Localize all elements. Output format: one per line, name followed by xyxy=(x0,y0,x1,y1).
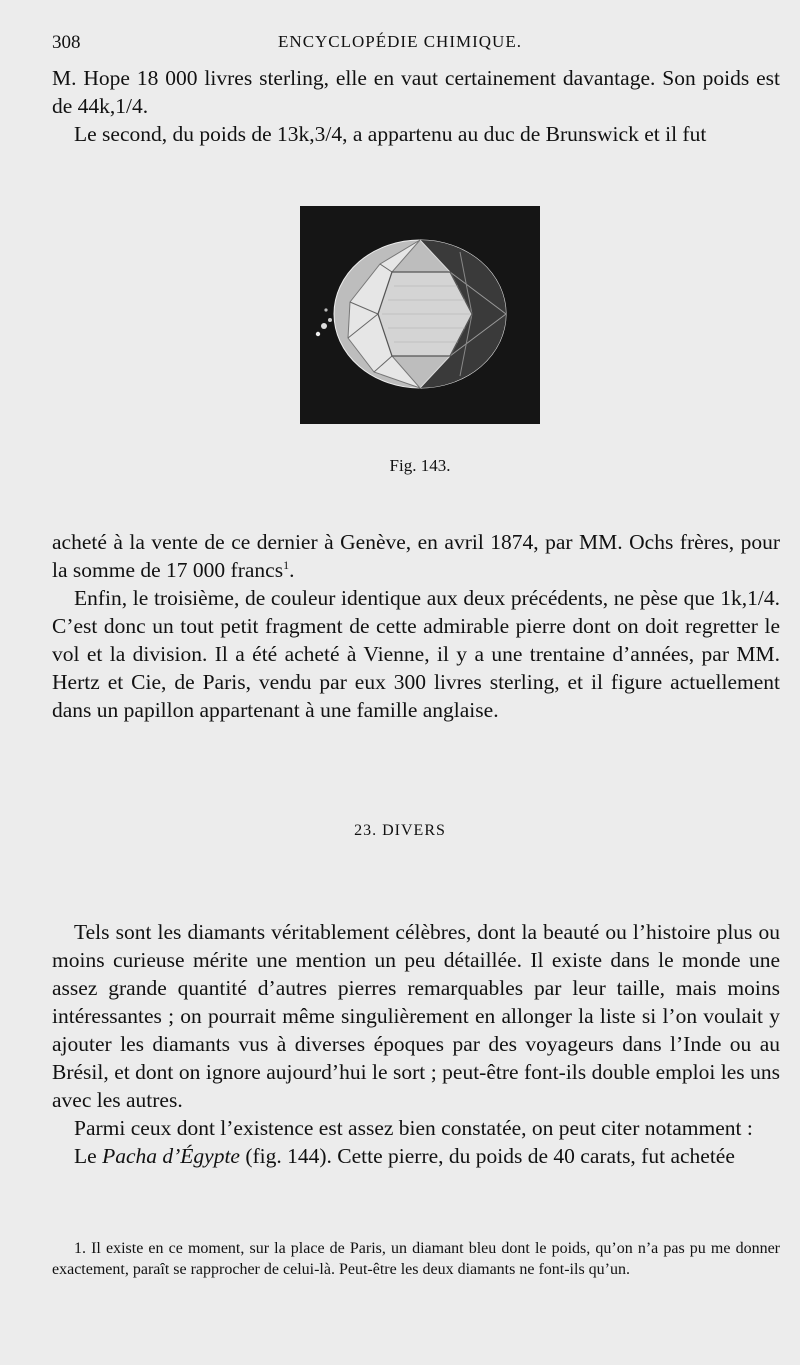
paragraph-text: Le xyxy=(74,1144,103,1168)
diamond-name: Pacha d’Égypte xyxy=(102,1144,240,1168)
paragraph-end: . xyxy=(289,558,295,582)
diamond-illustration xyxy=(300,206,540,424)
paragraph: Enfin, le troisième, de couleur identique aux deux précédents, ne pèse que 1k,1/4. C’est donc un tout petit fragment de cette admirable pierre dont on doit regretter le vol et la division. Il a été acheté à Vienne, il y a une trentaine d’années, par MM. Hertz et Cie, de Paris, vendu par eux 300 livres sterling, et il figure actuellement dans un papillon appartenant à une famille anglaise. xyxy=(52,586,780,722)
section-heading: 23. DIVERS xyxy=(354,822,446,839)
footnote-marker: 1 xyxy=(283,557,290,572)
paragraph: M. Hope 18 000 livres sterling, elle en vaut certainement davantage. Son poids est de 44k,1/4. xyxy=(52,66,780,118)
paragraph: Le second, du poids de 13k,3/4, a appartenu au duc de Brunswick et il fut xyxy=(74,122,707,146)
diamond-engraving-figure xyxy=(300,206,540,424)
page-number: 308 xyxy=(52,32,81,53)
paragraph: Parmi ceux dont l’existence est assez bien constatée, on peut citer notamment : xyxy=(74,1116,753,1140)
body-text-middle xyxy=(52,528,780,724)
body-text-top xyxy=(52,64,780,148)
paragraph-text: (fig. 144). Cette pierre, du poids de 40 carats, fut achetée xyxy=(239,1144,735,1168)
running-head xyxy=(52,32,778,58)
body-text-lower xyxy=(52,918,780,1170)
paragraph xyxy=(52,528,780,584)
figure-caption: Fig. 143. xyxy=(389,456,451,475)
footnote-text: 1. Il existe en ce moment, sur la place de Paris, un diamant bleu dont le poids, qu’on n’a pas pu me donner exactement, paraît se rapprocher de celui-là. Peut-être les deux diamants ne font-ils qu’un. xyxy=(52,1240,780,1278)
paragraph: Tels sont les diamants véritablement célèbres, dont la beauté ou l’histoire plus ou moins curieuse mérite une mention un peu détaillée. Il existe dans le monde une assez grande quantité d’autres pierres remarquables par leur taille, mais moins intéressantes ; on pourrait même singulièrement en allonger la liste si l’on voulait y ajouter les diamants vus à diverses époques par des voyageurs dans l’Inde ou au Brésil, et dont on ignore aujourd’hui le sort ; peut-être font-ils double emploi les uns avec les autres. xyxy=(52,920,780,1112)
paragraph xyxy=(52,1142,780,1170)
footnote xyxy=(52,1238,780,1280)
paragraph-text: acheté à la vente de ce dernier à Genève, en avril 1874, par MM. Ochs frères, pour la somme de 17 000 francs xyxy=(52,530,780,582)
running-title: ENCYCLOPÉDIE CHIMIQUE. xyxy=(278,32,522,51)
